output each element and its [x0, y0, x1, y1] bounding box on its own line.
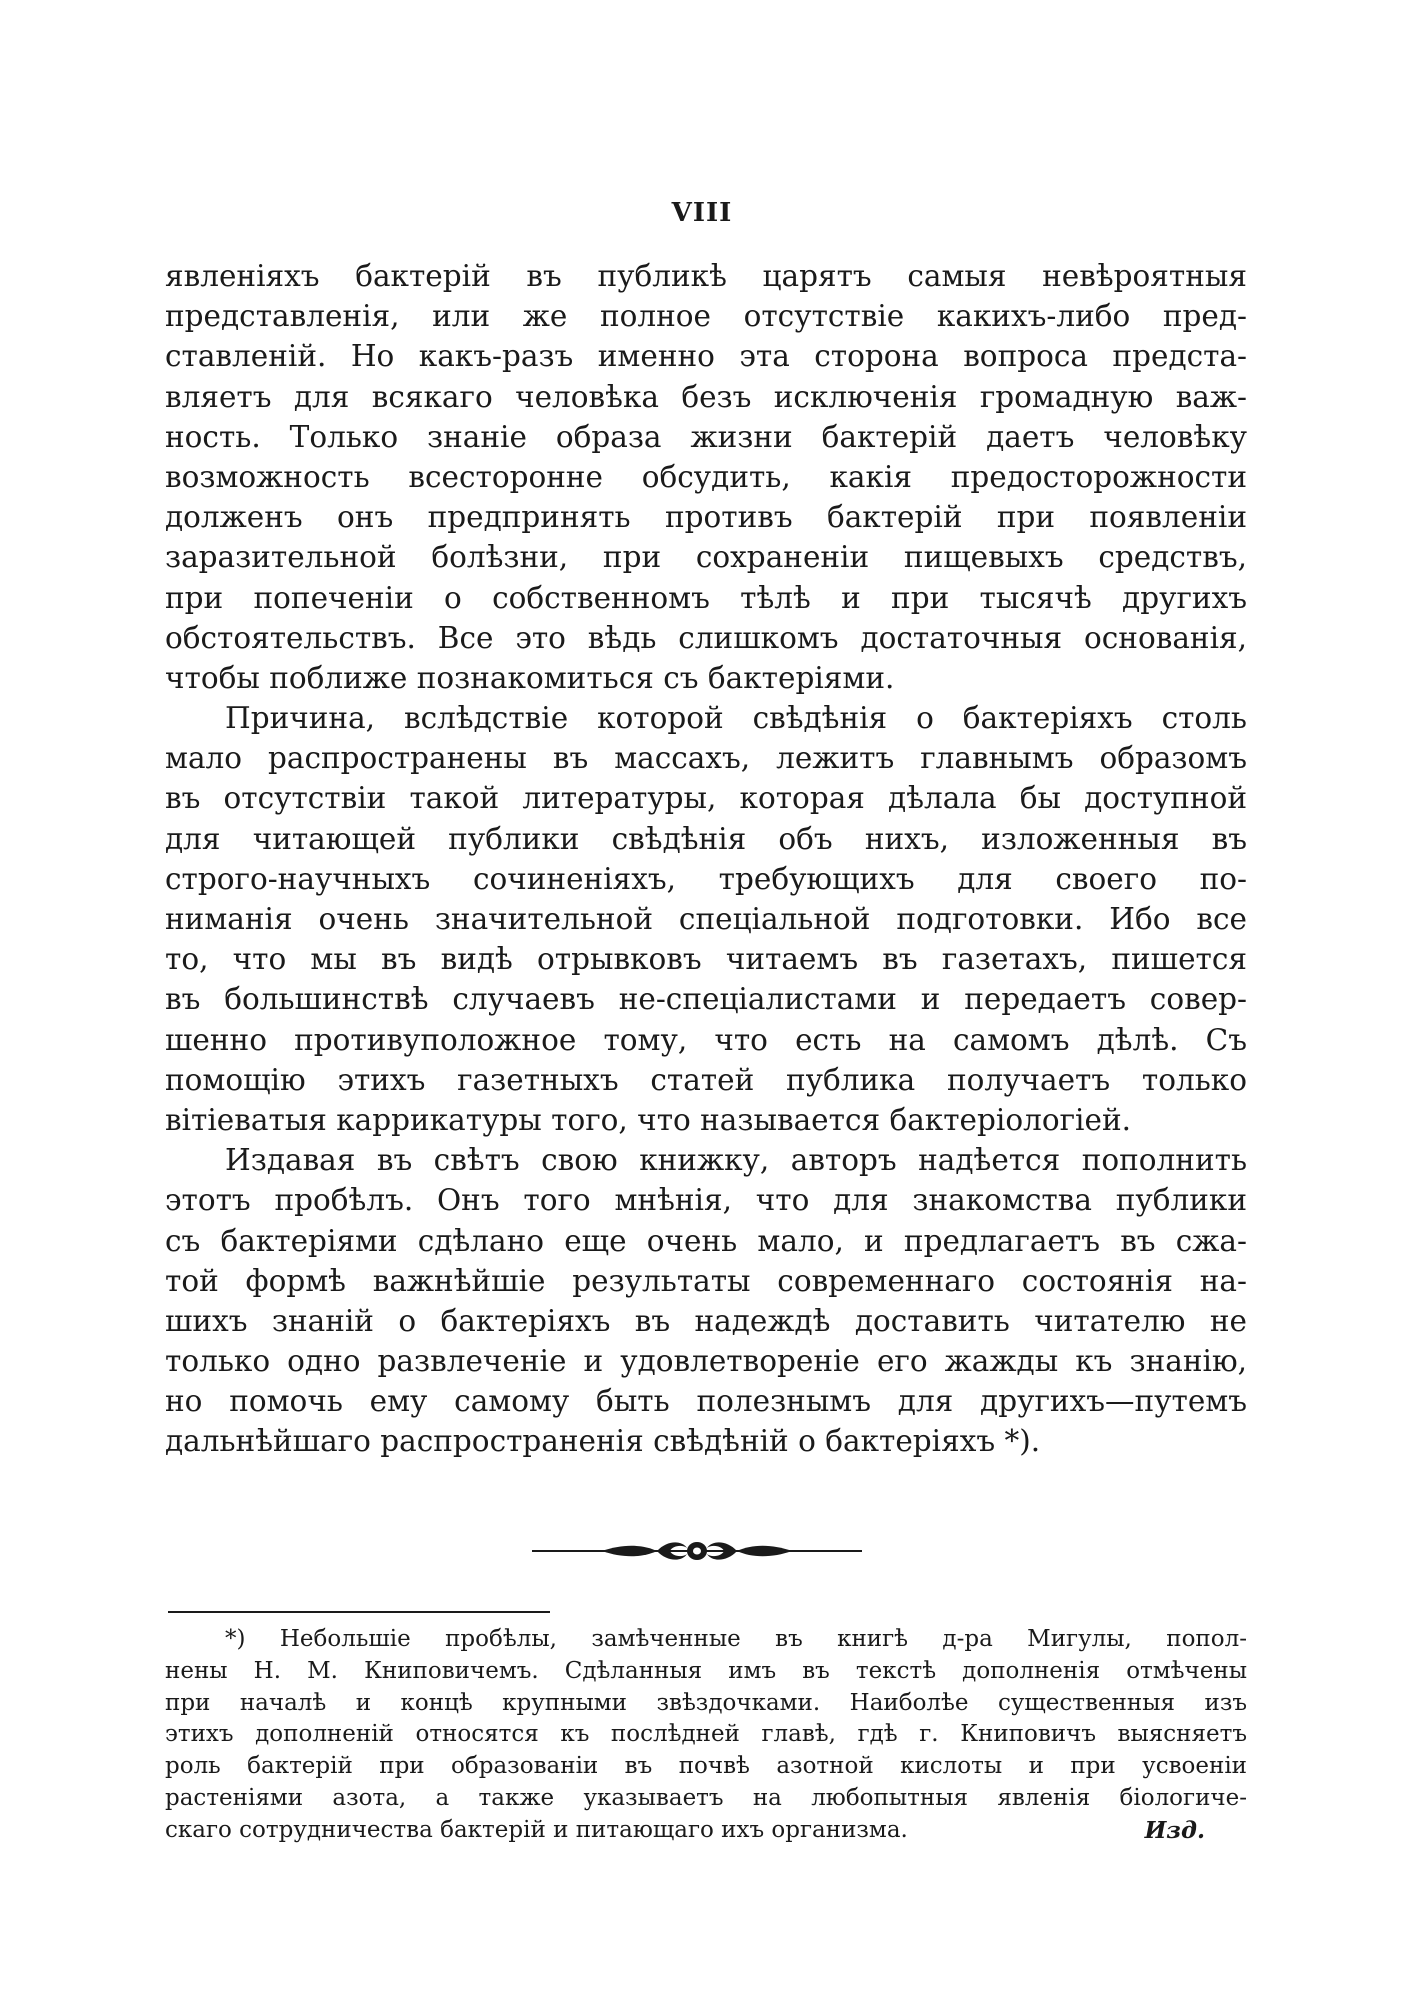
text-line: въ отсутствіи такой литературы, которая дѣлала бы доступной — [165, 781, 1247, 816]
text-line: съ бактеріями сдѣлано еще очень мало, и предлагаетъ въ сжа- — [165, 1223, 1247, 1258]
text-line: долженъ онъ предпринять противъ бактерій при появленіи — [165, 500, 1247, 535]
text-line: строго-научныхъ сочиненіяхъ, требующихъ для своего по- — [165, 861, 1247, 896]
text-line: возможность всесторонне обсудить, какія предосторожности — [165, 459, 1247, 494]
paragraph-start-line: Издавая въ свѣтъ свою книжку, авторъ надѣется пополнить — [225, 1143, 1247, 1178]
footnote-line: этихъ дополненій относятся къ послѣдней главѣ, гдѣ г. Книповичъ выясняетъ — [165, 1721, 1247, 1748]
text-line: но помочь ему самому быть полезнымъ для другихъ—путемъ — [165, 1384, 1247, 1419]
text-line: заразительной болѣзни, при сохраненіи пищевыхъ средствъ, — [165, 540, 1247, 575]
footnote-last-line — [165, 1815, 1247, 1847]
text-line: дальнѣйшаго распространенія свѣдѣній о бактеріяхъ *). — [165, 1424, 1041, 1459]
text-line: для читающей публики свѣдѣнія объ нихъ, изложенныя въ — [165, 821, 1247, 856]
footnote-line: растеніями азота, а также указываетъ на любопытныя явленія біологиче- — [165, 1784, 1247, 1811]
footnote-line: скаго сотрудничества бактерій и питающаго ихъ организма. — [165, 1816, 908, 1843]
text-line: помощію этихъ газетныхъ статей публика получаетъ только — [165, 1062, 1247, 1097]
footnote-line: нены Н. М. Книповичемъ. Сдѣланныя имъ въ текстѣ дополненія отмѣчены — [165, 1657, 1247, 1684]
text-line: при попеченіи о собственномъ тѣлѣ и при тысячѣ другихъ — [165, 580, 1247, 615]
footnote-line: при началѣ и концѣ крупными звѣздочками. Наиболѣе существенныя изъ — [165, 1689, 1247, 1716]
text-line: обстоятельствъ. Все это вѣдь слишкомъ достаточныя основанія, — [165, 620, 1247, 655]
text-line: этотъ пробѣлъ. Онъ того мнѣнія, что для знакомства публики — [165, 1183, 1247, 1218]
text-line: ность. Только знаніе образа жизни бактерій даетъ человѣку — [165, 419, 1247, 454]
text-line: ставленій. Но какъ-разъ именно эта сторона вопроса предста- — [165, 339, 1247, 374]
footnote-line: *) Небольшіе пробѣлы, замѣченные въ книгѣ д-ра Мигулы, попол- — [225, 1626, 1247, 1652]
text-line: шихъ знаній о бактеріяхъ въ надеждѣ доставить читателю не — [165, 1303, 1247, 1338]
editor-signature: Изд. — [1144, 1816, 1205, 1844]
text-line: мало распространены въ массахъ, лежитъ главнымъ образомъ — [165, 741, 1247, 776]
text-line: вітіеватыя каррикатуры того, что называется бактеріологіей. — [165, 1102, 1131, 1137]
text-line: ниманія очень значительной спеціальной подготовки. Ибо все — [165, 902, 1247, 936]
body-text — [165, 256, 1247, 1462]
footnote — [165, 1624, 1247, 1847]
text-line: представленія, или же полное отсутствіе какихъ-либо пред- — [165, 299, 1247, 334]
text-line: той формѣ важнѣйшіе результаты современнаго состоянія на- — [165, 1263, 1247, 1298]
text-line: чтобы поближе познакомиться съ бактеріями. — [165, 660, 895, 695]
footnote-divider — [168, 1611, 550, 1613]
text-line: явленіяхъ бактерій въ публикѣ царятъ самыя невѣроятныя — [165, 259, 1247, 293]
text-line: только одно развлеченіе и удовлетвореніе его жажды къ знанію, — [165, 1344, 1247, 1379]
paragraph-start-line: Причина, вслѣдствіе которой свѣдѣнія о бактеріяхъ столь — [225, 701, 1247, 736]
text-line: шенно противуположное тому, что есть на самомъ дѣлѣ. Съ — [165, 1022, 1247, 1057]
scroll-ornament-icon — [532, 1538, 862, 1564]
page-number: VIII — [671, 198, 733, 228]
text-line: въ большинствѣ случаевъ не-спеціалистами и передаетъ совер- — [165, 982, 1247, 1017]
text-line: то, что мы въ видѣ отрывковъ читаемъ въ газетахъ, пишется — [165, 942, 1247, 977]
text-line: вляетъ для всякаго человѣка безъ исключенія громадную важ- — [165, 379, 1247, 414]
footnote-line: роль бактерій при образованіи въ почвѣ азотной кислоты и при усвоеніи — [165, 1753, 1247, 1780]
